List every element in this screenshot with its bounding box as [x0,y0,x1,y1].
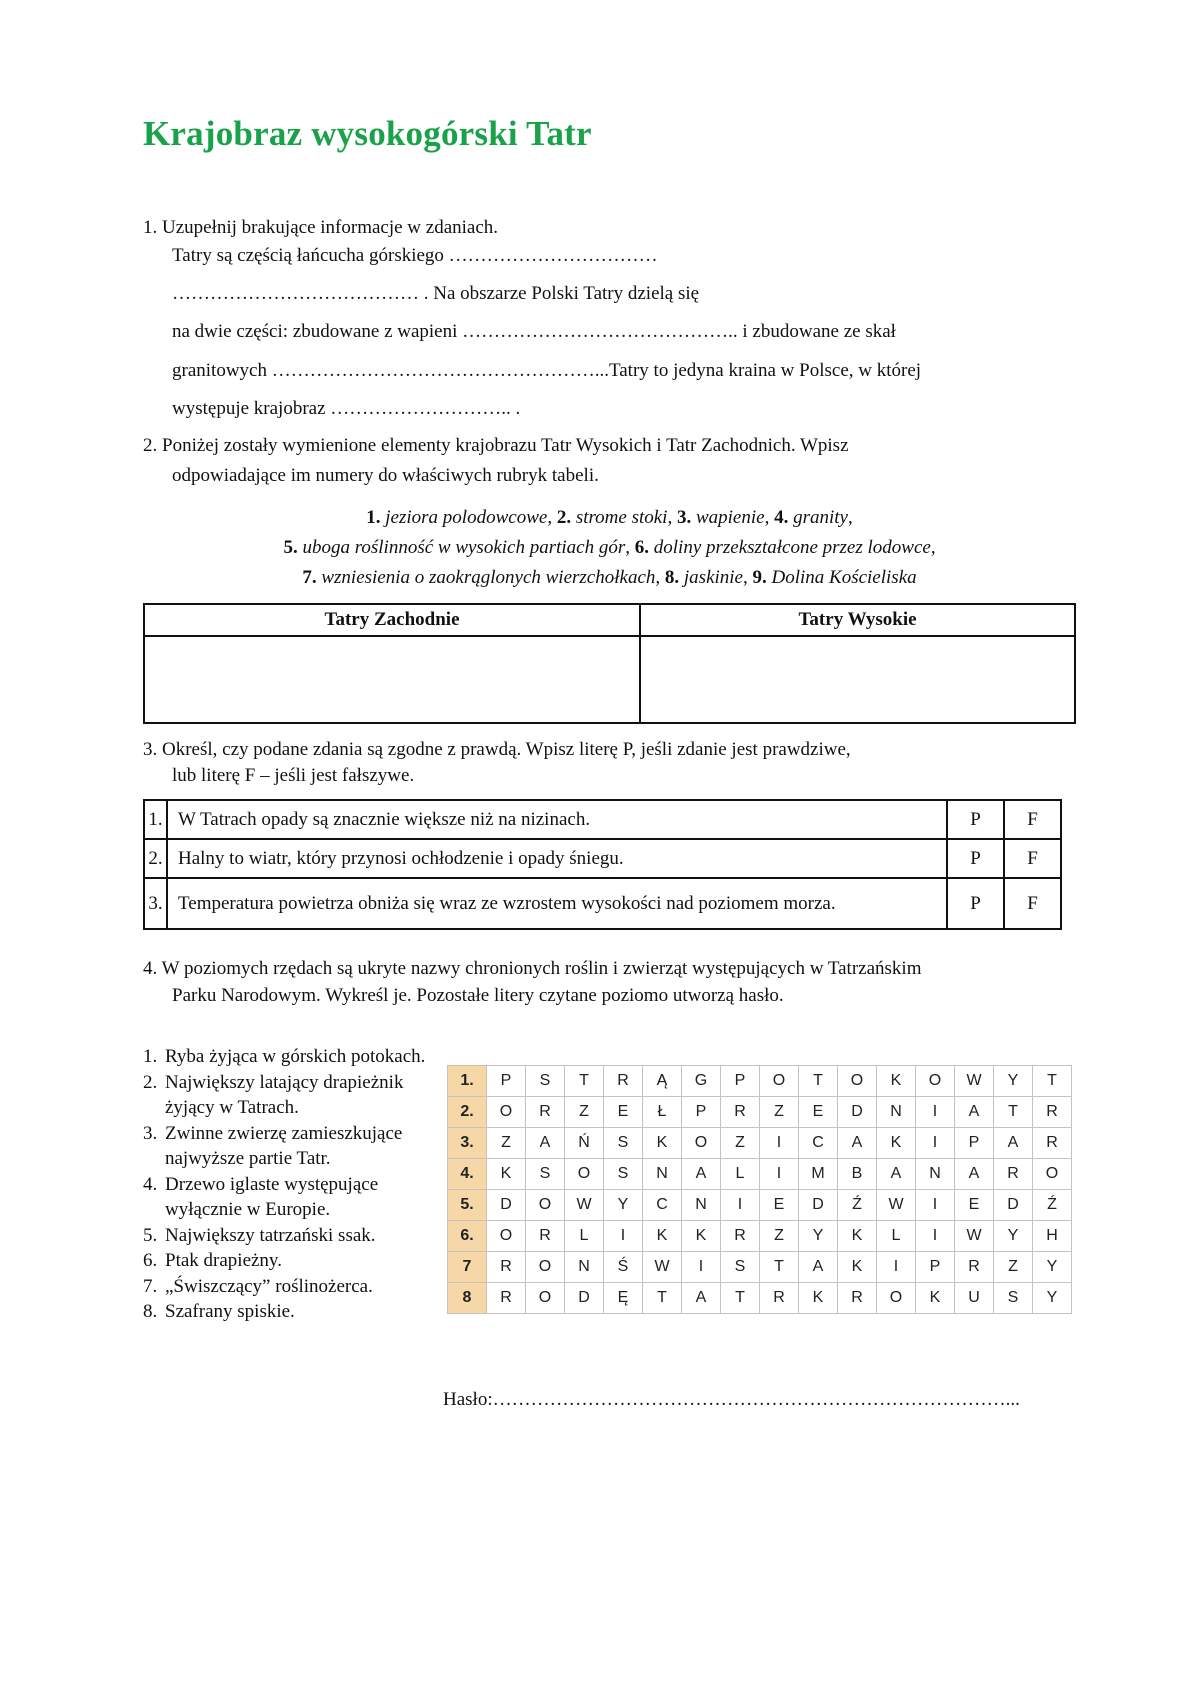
wordsearch-letter-cell[interactable]: Z [760,1097,799,1128]
wordsearch-letter-cell[interactable]: T [994,1097,1033,1128]
haslo-answer-line[interactable]: Hasło:………………………………………………………………………... [443,1389,1020,1410]
q2-prompt-line-1: 2. Poniżej zostały wymienione elementy krajobrazu Tatr Wysokich i Tatr Zachodnich. Wpisz [143,435,849,456]
wordsearch-letter-cell[interactable]: R [526,1097,565,1128]
wordsearch-letter-cell[interactable]: P [916,1252,955,1283]
wordsearch-letter-cell[interactable]: I [916,1097,955,1128]
wordsearch-letter-cell[interactable]: W [955,1066,994,1097]
q2-items-line-1: 1. jeziora polodowcowe, 2. strome stoki, 3. wapienie, 4. granity, [366,507,853,528]
table-row [144,800,1061,839]
list-item: 8. Szafrany spiskie. [143,1301,295,1322]
wordsearch-letter-cell[interactable]: C [643,1190,682,1221]
table-row [144,878,1061,929]
wordsearch-letter-cell[interactable]: A [799,1252,838,1283]
statement-text: Temperatura powietrza obniża się wraz ze wzrostem wysokości nad poziomem morza. [167,878,947,929]
wordsearch-letter-cell[interactable]: P [955,1128,994,1159]
page-title: Krajobraz wysokogórski Tatr [143,114,592,153]
wordsearch-letter-cell[interactable]: R [526,1221,565,1252]
list-item: 5. Największy tatrzański ssak. [143,1224,376,1246]
wordsearch-letter-cell[interactable]: K [838,1252,877,1283]
wordsearch-letter-cell[interactable]: E [760,1190,799,1221]
wordsearch-letter-cell[interactable]: Y [799,1221,838,1252]
wordsearch-letter-cell[interactable]: E [955,1190,994,1221]
wordsearch-letter-cell[interactable]: Ź [1033,1190,1072,1221]
wordsearch-letter-cell[interactable]: O [760,1066,799,1097]
wordsearch-letter-cell[interactable]: Y [1033,1252,1072,1283]
wordsearch-letter-cell[interactable]: R [838,1283,877,1314]
q1-line-2: ………………………………… . Na obszarze Polski Tatry dzielą się [172,283,700,304]
wordsearch-letter-cell[interactable]: K [877,1066,916,1097]
statement-text: Halny to wiatr, który przynosi ochłodzenie i opady śniegu. [167,839,947,878]
wordsearch-letter-cell[interactable]: Z [487,1128,526,1159]
wordsearch-letter-cell[interactable]: Z [994,1252,1033,1283]
wordsearch-letter-cell[interactable]: K [487,1159,526,1190]
list-item: 7. „Świszczący” roślinożerca. [143,1275,373,1297]
wordsearch-letter-cell[interactable]: K [799,1283,838,1314]
wordsearch-letter-cell[interactable]: Y [994,1066,1033,1097]
wordsearch-letter-cell[interactable]: T [1033,1066,1072,1097]
q1-line-4: granitowych ……………………………………………...Tatry to jedyna kraina w Polsce, w której [172,360,922,381]
wordsearch-letter-cell[interactable]: N [916,1159,955,1190]
wordsearch-row [448,1066,1072,1097]
wordsearch-letter-cell[interactable]: K [682,1221,721,1252]
wordsearch-letter-cell[interactable]: I [916,1221,955,1252]
wordsearch-letter-cell[interactable]: I [916,1190,955,1221]
true-false-table [143,799,1062,930]
wordsearch-letter-cell[interactable]: L [877,1221,916,1252]
wordsearch-letter-cell[interactable]: P [487,1066,526,1097]
wordsearch-letter-cell[interactable]: I [721,1190,760,1221]
wordsearch-letter-cell[interactable]: S [721,1252,760,1283]
tatry-classification-table [143,603,1076,724]
wordsearch-row-label: 1. [448,1066,487,1097]
wordsearch-row [448,1221,1072,1252]
wordsearch-letter-cell[interactable]: D [994,1190,1033,1221]
wordsearch-letter-cell[interactable]: N [565,1252,604,1283]
answer-f-cell[interactable]: F [1004,878,1061,929]
col-tatry-zachodnie: Tatry Zachodnie [144,604,640,636]
wordsearch-letter-cell[interactable]: L [565,1221,604,1252]
answer-f-cell[interactable]: F [1004,839,1061,878]
wordsearch-row [448,1097,1072,1128]
wordsearch-clues [143,1044,433,1325]
answer-p-cell[interactable]: P [947,839,1004,878]
wordsearch-letter-cell[interactable]: O [487,1221,526,1252]
wordsearch-letter-cell[interactable]: S [526,1066,565,1097]
wordsearch-letter-cell[interactable]: A [955,1159,994,1190]
q1-line-5: występuje krajobraz ……………………….. . [172,398,521,419]
wordsearch-letter-cell[interactable]: C [799,1128,838,1159]
wordsearch-letter-cell[interactable]: N [643,1159,682,1190]
wordsearch-letter-cell[interactable]: K [916,1283,955,1314]
wordsearch-letter-cell[interactable]: R [721,1221,760,1252]
wordsearch-letter-cell[interactable]: O [1033,1159,1072,1190]
statement-number: 3. [144,878,167,929]
wordsearch-letter-cell[interactable]: Y [994,1221,1033,1252]
wordsearch-letter-cell[interactable]: T [721,1283,760,1314]
wordsearch-letter-cell[interactable]: G [682,1066,721,1097]
wordsearch-letter-cell[interactable]: A [838,1128,877,1159]
wordsearch-letter-cell[interactable]: Ń [565,1128,604,1159]
wordsearch-letter-cell[interactable]: I [916,1128,955,1159]
wordsearch-letter-cell[interactable]: A [877,1159,916,1190]
wordsearch-letter-cell[interactable]: Ą [643,1066,682,1097]
wordsearch-letter-cell[interactable]: K [877,1128,916,1159]
wordsearch-letter-cell[interactable]: L [721,1159,760,1190]
wordsearch-row-label: 8 [448,1283,487,1314]
list-item: 4. Drzewo iglaste występujące wyłącznie w Europie. [143,1173,379,1220]
statement-number: 2. [144,839,167,878]
wordsearch-letter-cell[interactable]: O [487,1097,526,1128]
wordsearch-letter-cell[interactable]: T [565,1066,604,1097]
q1-line-3: na dwie części: zbudowane z wapieni …………………………………….. i zbudowane ze skał [172,321,896,342]
wordsearch-row-label: 6. [448,1221,487,1252]
q2-prompt-line-2: odpowiadające im numery do właściwych rubryk tabeli. [172,465,599,486]
q1-line-1: Tatry są częścią łańcucha górskiego …………………………… [172,245,658,266]
list-item: 1. Ryba żyjąca w górskich potokach. [143,1046,426,1067]
wordsearch-letter-cell[interactable]: H [1033,1221,1072,1252]
wordsearch-letter-cell[interactable]: A [682,1283,721,1314]
answer-p-cell[interactable]: P [947,878,1004,929]
wordsearch-letter-cell[interactable]: A [526,1128,565,1159]
wordsearch-letter-cell[interactable]: B [838,1159,877,1190]
table-row [144,839,1061,878]
wordsearch-letter-cell[interactable]: D [565,1283,604,1314]
list-item: 2. Największy latający drapieżnik żyjący w Tatrach. [143,1071,404,1118]
wordsearch-letter-cell[interactable]: W [643,1252,682,1283]
wordsearch-letter-cell[interactable]: S [604,1128,643,1159]
wordsearch-row-label: 4. [448,1159,487,1190]
wordsearch-letter-cell[interactable]: A [955,1097,994,1128]
wordsearch-letter-cell[interactable]: I [760,1128,799,1159]
wordsearch-letter-cell[interactable]: T [760,1252,799,1283]
wordsearch-letter-cell[interactable]: O [526,1190,565,1221]
wordsearch-row-label: 2. [448,1097,487,1128]
wordsearch-row [448,1283,1072,1314]
wordsearch-row [448,1128,1072,1159]
wordsearch-letter-cell[interactable]: M [799,1159,838,1190]
list-item: 6. Ptak drapieżny. [143,1250,282,1271]
q4-prompt-line-1: 4. W poziomych rzędach są ukryte nazwy chronionych roślin i zwierząt występujących w Tatrzańskim [143,958,922,979]
wordsearch-letter-cell[interactable]: Z [760,1221,799,1252]
q2-items-line-3: 7. wzniesienia o zaokrąglonych wierzchołkach, 8. jaskinie, 9. Dolina Kościeliska [302,567,917,588]
wordsearch-letter-cell[interactable]: E [604,1097,643,1128]
wordsearch-letter-cell[interactable]: Y [1033,1283,1072,1314]
wordsearch-letter-cell[interactable]: Ś [604,1252,643,1283]
answer-cell-tatry-zachodnie[interactable] [144,636,640,723]
answer-cell-tatry-wysokie[interactable] [640,636,1075,723]
wordsearch-letter-cell[interactable]: N [877,1097,916,1128]
wordsearch-letter-cell[interactable]: O [682,1128,721,1159]
wordsearch-letter-cell[interactable]: Ź [838,1190,877,1221]
wordsearch-letter-cell[interactable]: I [682,1252,721,1283]
wordsearch-letter-cell[interactable]: N [682,1190,721,1221]
wordsearch-letter-cell[interactable]: O [565,1159,604,1190]
wordsearch-letter-cell[interactable]: S [994,1283,1033,1314]
wordsearch-letter-cell[interactable]: R [1033,1128,1072,1159]
wordsearch-letter-cell[interactable]: I [877,1252,916,1283]
wordsearch-letter-cell[interactable]: U [955,1283,994,1314]
wordsearch-letter-cell[interactable]: R [487,1283,526,1314]
wordsearch-grid [447,1065,1072,1314]
wordsearch-letter-cell[interactable]: Ę [604,1283,643,1314]
wordsearch-letter-cell[interactable]: I [604,1221,643,1252]
wordsearch-letter-cell[interactable]: A [682,1159,721,1190]
wordsearch-letter-cell[interactable]: E [799,1097,838,1128]
wordsearch-letter-cell[interactable]: Ł [643,1097,682,1128]
wordsearch-letter-cell[interactable]: O [916,1066,955,1097]
wordsearch-letter-cell[interactable]: A [994,1128,1033,1159]
wordsearch-letter-cell[interactable]: Y [604,1190,643,1221]
wordsearch-row-label: 7 [448,1252,487,1283]
wordsearch-row [448,1159,1072,1190]
q2-items-line-2: 5. uboga roślinność w wysokich partiach gór, 6. doliny przekształcone przez lodowce, [283,537,936,558]
list-item: 3. Zwinne zwierzę zamieszkujące najwyższe partie Tatr. [143,1122,403,1169]
statement-text: W Tatrach opady są znacznie większe niż na nizinach. [167,800,947,839]
wordsearch-letter-cell[interactable]: K [643,1128,682,1159]
col-tatry-wysokie: Tatry Wysokie [640,604,1075,636]
wordsearch-letter-cell[interactable]: Z [721,1128,760,1159]
wordsearch-letter-cell[interactable]: K [838,1221,877,1252]
wordsearch-letter-cell[interactable]: D [838,1097,877,1128]
wordsearch-letter-cell[interactable]: O [526,1252,565,1283]
wordsearch-letter-cell[interactable]: I [760,1159,799,1190]
answer-p-cell[interactable]: P [947,800,1004,839]
wordsearch-letter-cell[interactable]: T [643,1283,682,1314]
wordsearch-row [448,1190,1072,1221]
q3-prompt-line-1: 3. Określ, czy podane zdania są zgodne z prawdą. Wpisz literę P, jeśli zdanie jest prawdziwe, [143,739,851,760]
wordsearch-letter-cell[interactable]: D [487,1190,526,1221]
wordsearch-letter-cell[interactable]: R [760,1283,799,1314]
wordsearch-letter-cell[interactable]: R [487,1252,526,1283]
q4-prompt-line-2: Parku Narodowym. Wykreśl je. Pozostałe litery czytane poziomo utworzą hasło. [172,985,784,1006]
wordsearch-letter-cell[interactable]: W [565,1190,604,1221]
statement-number: 1. [144,800,167,839]
wordsearch-letter-cell[interactable]: P [721,1066,760,1097]
wordsearch-letter-cell[interactable]: R [721,1097,760,1128]
wordsearch-letter-cell[interactable]: R [604,1066,643,1097]
wordsearch-letter-cell[interactable]: K [643,1221,682,1252]
wordsearch-row-label: 3. [448,1128,487,1159]
wordsearch-letter-cell[interactable]: R [955,1252,994,1283]
q1-prompt: 1. Uzupełnij brakujące informacje w zdaniach. [143,217,499,238]
wordsearch-letter-cell[interactable]: O [526,1283,565,1314]
wordsearch-letter-cell[interactable]: W [877,1190,916,1221]
wordsearch-letter-cell[interactable]: S [526,1159,565,1190]
wordsearch-row-label: 5. [448,1190,487,1221]
wordsearch-letter-cell[interactable]: O [877,1283,916,1314]
wordsearch-letter-cell[interactable]: T [799,1066,838,1097]
answer-f-cell[interactable]: F [1004,800,1061,839]
wordsearch-letter-cell[interactable]: D [799,1190,838,1221]
wordsearch-letter-cell[interactable]: O [838,1066,877,1097]
wordsearch-letter-cell[interactable]: W [955,1221,994,1252]
wordsearch-row [448,1252,1072,1283]
wordsearch-letter-cell[interactable]: S [604,1159,643,1190]
wordsearch-letter-cell[interactable]: R [1033,1097,1072,1128]
wordsearch-letter-cell[interactable]: P [682,1097,721,1128]
wordsearch-letter-cell[interactable]: Z [565,1097,604,1128]
q3-prompt-line-2: lub literę F – jeśli jest fałszywe. [172,765,415,786]
wordsearch-letter-cell[interactable]: R [994,1159,1033,1190]
